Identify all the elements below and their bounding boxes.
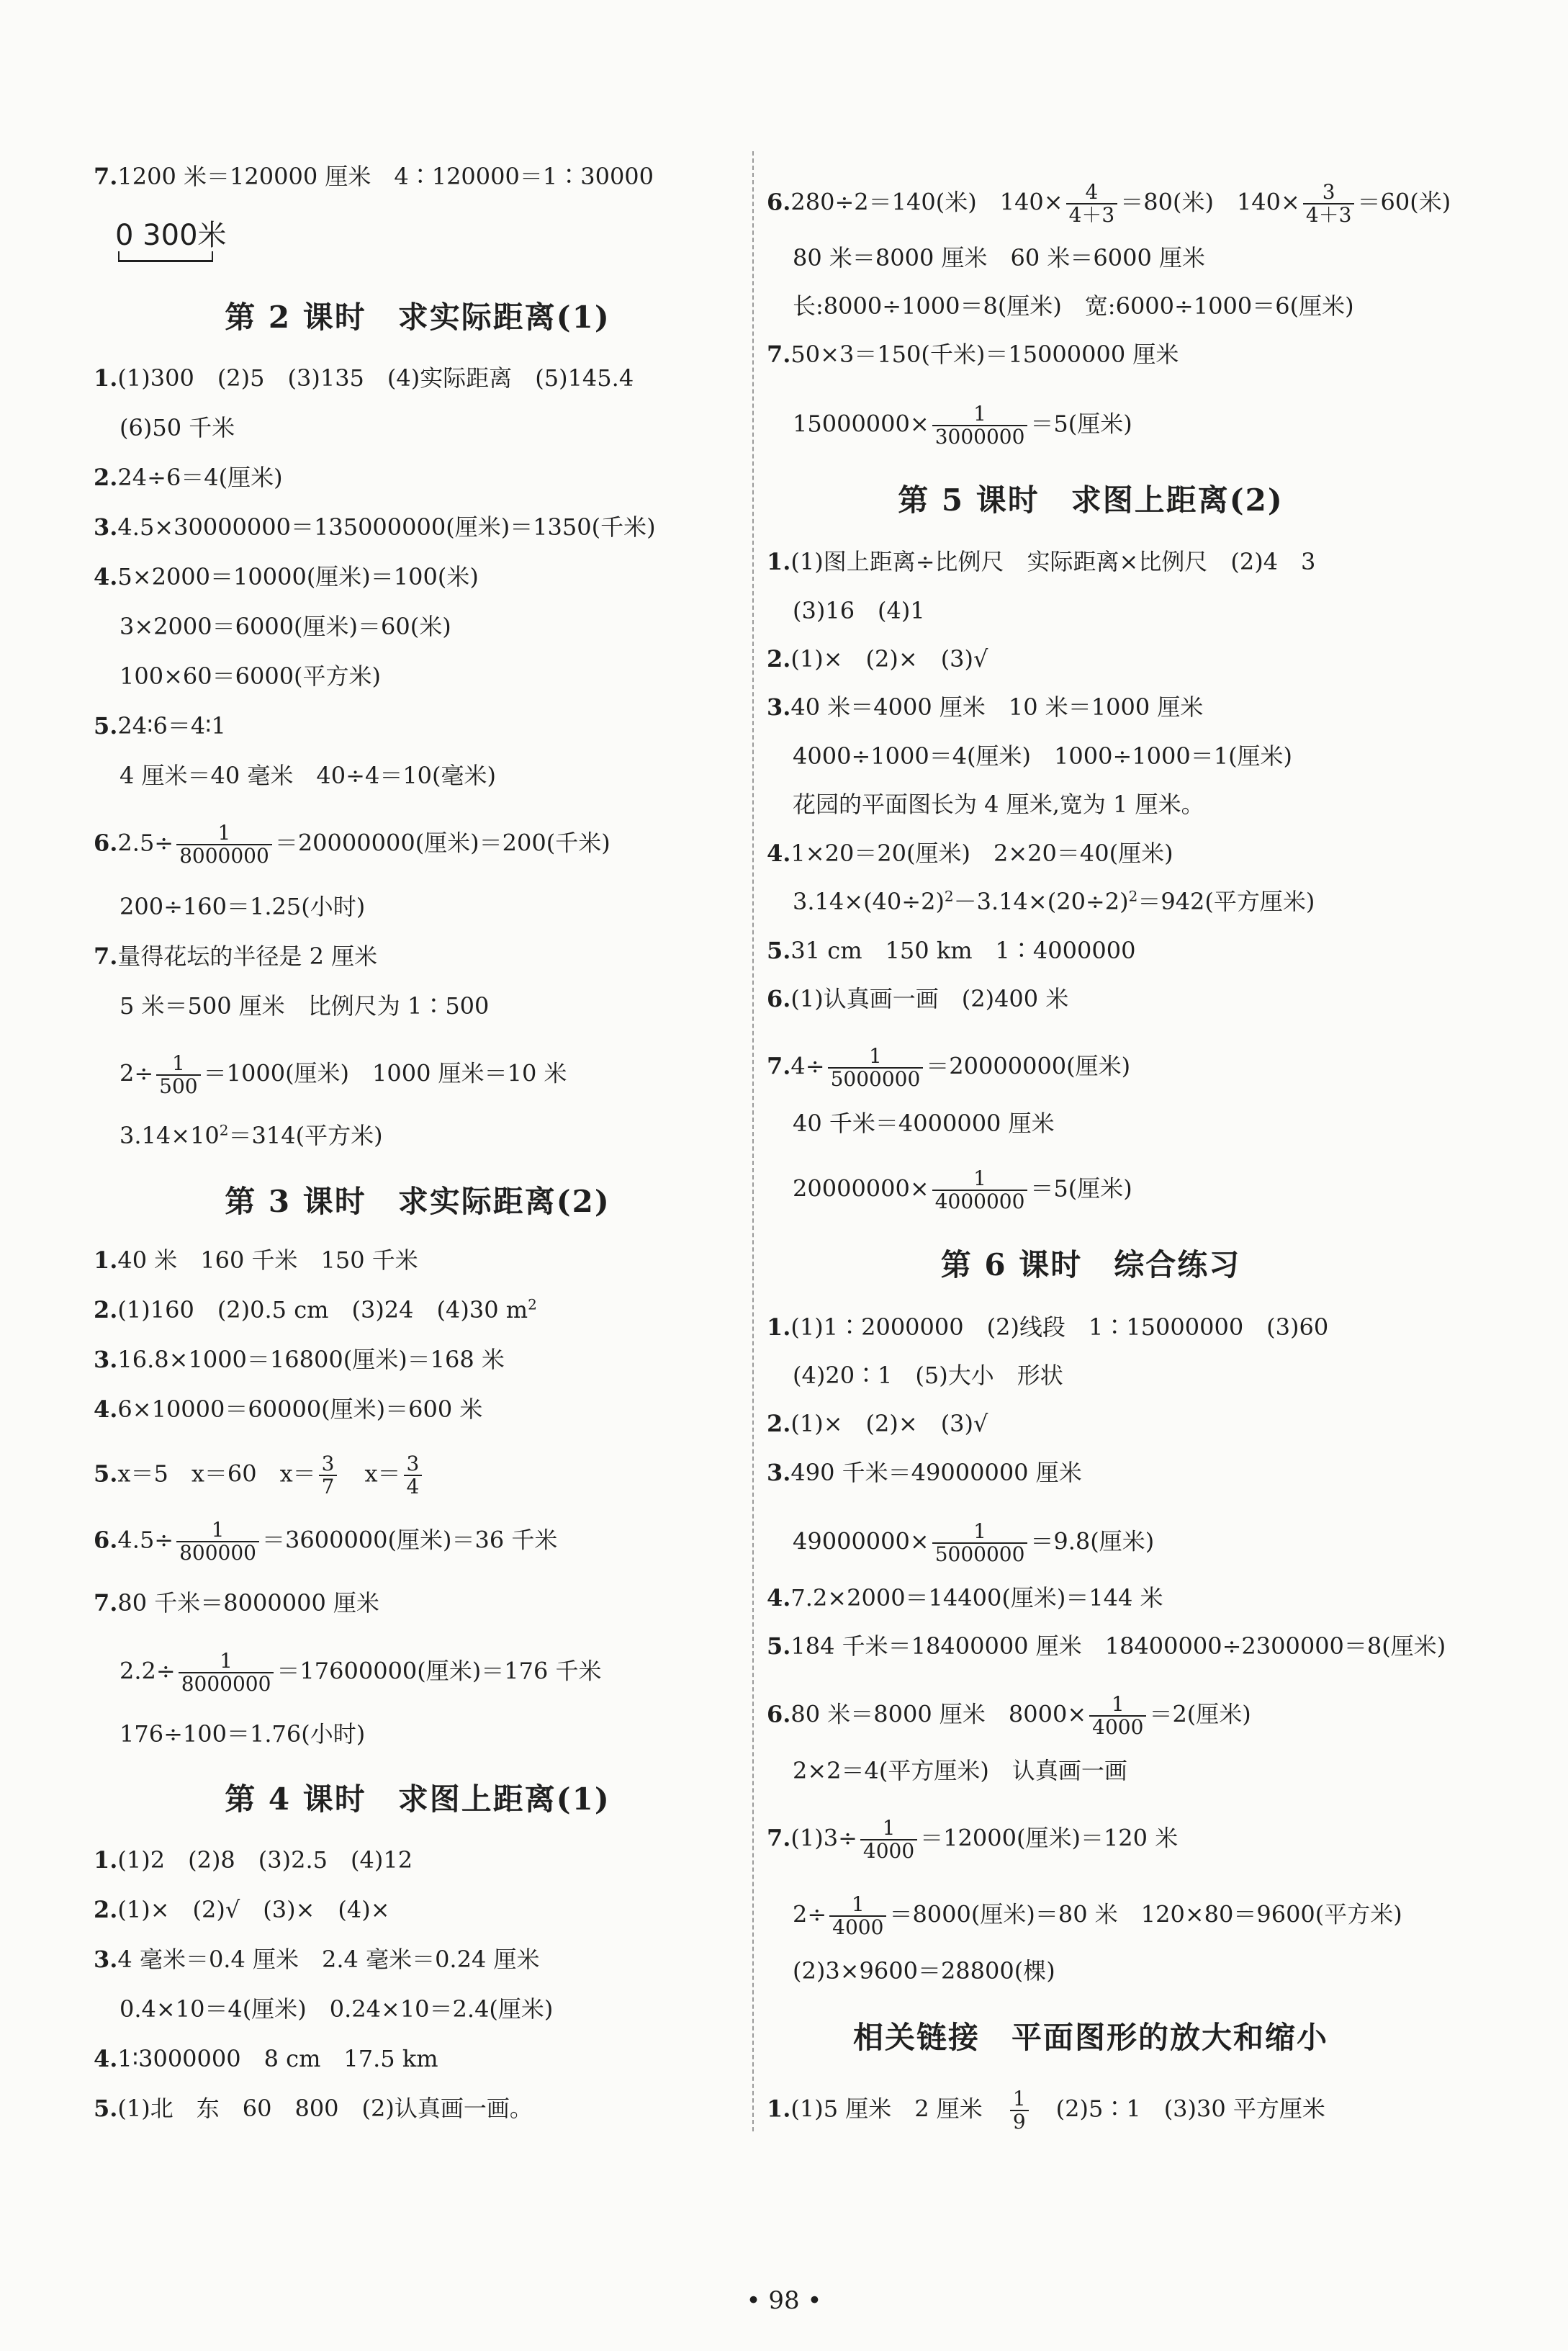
- answer-line: 0.4×10＝4(厘米) 0.24×10＝2.4(厘米): [120, 1995, 554, 2023]
- answer-line: 4000÷1000＝4(厘米) 1000÷1000＝1(厘米): [793, 742, 1293, 770]
- answer-line: 1.(1)300 (2)5 (3)135 (4)实际距离 (5)145.4: [94, 364, 634, 392]
- answer-line: 6.2.5÷ $\frac{1}{8000000}$ ＝20000000(厘米)＝200(千米): [94, 821, 610, 868]
- answer-line: 4.1∶3000000 8 cm 17.5 km: [94, 2045, 438, 2072]
- answer-line: 5.24∶6＝4∶1: [94, 712, 226, 740]
- fraction: $\frac{3}{7}$: [319, 1453, 338, 1498]
- answer-line: 2.2÷ $\frac{1}{8000000}$ ＝17600000(厘米)＝176 千米: [120, 1649, 602, 1696]
- answer-line: 7.80 千米＝8000000 厘米: [94, 1589, 379, 1617]
- answer-line: 5.(1)北 东 60 800 (2)认真画一画。: [94, 2095, 533, 2122]
- section-title: 第 4 课时 求图上距离(1): [225, 1781, 610, 1817]
- answer-line: 4.5×2000＝10000(厘米)＝100(米): [94, 563, 479, 590]
- section-title: 第 3 课时 求实际距离(2): [225, 1184, 610, 1219]
- fraction: $\frac{3}{4}$: [404, 1453, 423, 1498]
- scale-bar: [115, 212, 227, 253]
- answer-line: 49000000× $\frac{1}{5000000}$ ＝9.8(厘米): [793, 1519, 1155, 1566]
- answer-line: 15000000× $\frac{1}{3000000}$ ＝5(厘米): [793, 402, 1132, 449]
- answer-line: 3.40 米＝4000 厘米 10 米＝1000 厘米: [767, 693, 1204, 721]
- answer-line: 3×2000＝6000(厘米)＝60(米): [120, 613, 451, 640]
- fraction: $\frac{1}{8000000}$: [179, 1650, 274, 1695]
- answer-line: 长:8000÷1000＝8(厘米) 宽:6000÷1000＝6(厘米): [793, 292, 1354, 320]
- page-number: • 98 •: [746, 2286, 822, 2315]
- fraction: $\frac{1}{5000000}$: [932, 1521, 1028, 1565]
- answer-line: 2.(1)160 (2)0.5 cm (3)24 (4)30 $m^2$: [94, 1295, 537, 1323]
- fraction: $\frac{1}{5000000}$: [828, 1046, 924, 1090]
- answer-line: 2×2＝4(平方厘米) 认真画一画: [793, 1757, 1127, 1784]
- fraction: $\frac{1}{4000}$: [1089, 1694, 1146, 1738]
- answer-line: 80 米＝8000 厘米 60 米＝6000 厘米: [793, 244, 1206, 271]
- answer-line: 1.(1)1∶2000000 (2)线段 1∶15000000 (3)60: [767, 1313, 1329, 1341]
- fraction: $\frac{1}{800000}$: [176, 1519, 259, 1564]
- answer-line: 2÷ $\frac{1}{500}$ ＝1000(厘米) 1000 厘米＝10 米: [120, 1051, 567, 1098]
- answer-line: 6.280÷2＝140(米) 140× $\frac{4}{4+3}$ ＝80(米) 140× $\frac{3}{4+3}$ ＝60(米): [767, 180, 1451, 227]
- answer-line: 3.16.8×1000＝16800(厘米)＝168 米: [94, 1346, 505, 1373]
- answer-line: 7.50×3＝150(千米)＝15000000 厘米: [767, 341, 1179, 368]
- answer-line: 6.80 米＝8000 厘米 8000× $\frac{1}{4000}$ ＝2(厘米): [767, 1692, 1251, 1739]
- answer-line: 5.x＝5 x＝60 x＝ $\frac{3}{7}$ x＝ $\frac{3}{4}$: [94, 1453, 425, 1498]
- answer-line: 1.(1)5 厘米 2 厘米 $\frac{1}{9}$ (2)5∶1 (3)30 平方厘米: [767, 2087, 1325, 2134]
- answer-line: $3.14\times(40\div 2)^2-3.14\times(20\div 2)^2=942$(平方厘米): [793, 887, 1315, 915]
- answer-line: (4)20∶1 (5)大小 形状: [793, 1362, 1063, 1389]
- answer-line: 176÷100＝1.76(小时): [120, 1720, 366, 1748]
- fraction: $\frac{3}{4+3}$: [1303, 181, 1355, 226]
- answer-line: 100×60＝6000(平方米): [120, 662, 382, 690]
- section-title: 第 6 课时 综合练习: [940, 1247, 1241, 1282]
- answer-line: 5.184 千米＝18400000 厘米 18400000÷2300000＝8(厘米): [767, 1632, 1446, 1660]
- section-title: 第 2 课时 求实际距离(1): [225, 300, 610, 335]
- column-divider: [752, 151, 754, 2131]
- section-title: 第 5 课时 求图上距离(2): [898, 482, 1284, 518]
- fraction: $\frac{1}{3000000}$: [932, 403, 1028, 448]
- answer-line: 6.4.5÷ $\frac{1}{800000}$ ＝3600000(厘米)＝36 千米: [94, 1518, 558, 1565]
- fraction: $\frac{1}{4000}$: [860, 1817, 917, 1862]
- scale-line: [118, 251, 213, 262]
- scale-label: 0 300米: [115, 219, 227, 252]
- fraction: $\frac{1}{4000000}$: [932, 1168, 1028, 1213]
- answer-line: 4 厘米＝40 毫米 40÷4＝10(毫米): [120, 762, 497, 789]
- answer-line: 5 米＝500 厘米 比例尺为 1∶500: [120, 992, 490, 1020]
- fraction: $\frac{1}{8000000}$: [176, 822, 272, 867]
- answer-line: 4.1×20＝20(厘米) 2×20＝40(厘米): [767, 840, 1173, 867]
- fraction: $\frac{4}{4+3}$: [1066, 181, 1118, 226]
- answer-line: 7.1200 米＝120000 厘米 4∶120000＝1∶30000: [94, 163, 654, 190]
- answer-line: 1.40 米 160 千米 150 千米: [94, 1246, 418, 1274]
- answer-line: 花园的平面图长为 4 厘米,宽为 1 厘米。: [793, 791, 1204, 818]
- answer-line: 2.(1)× (2)× (3)√: [767, 645, 988, 673]
- answer-line: 3.4.5×30000000＝135000000(厘米)＝1350(千米): [94, 513, 656, 541]
- answer-line: 5.31 cm 150 km 1∶4000000: [767, 937, 1136, 964]
- answer-line: (3)16 (4)1: [793, 597, 925, 624]
- answer-line: 3.490 千米＝49000000 厘米: [767, 1459, 1082, 1486]
- answer-line: 7.量得花坛的半径是 2 厘米: [94, 943, 378, 970]
- fraction: $\frac{1}{9}$: [1010, 2088, 1029, 2133]
- answer-line: 20000000× $\frac{1}{4000000}$ ＝5(厘米): [793, 1166, 1132, 1213]
- answer-line: 3.4 毫米＝0.4 厘米 2.4 毫米＝0.24 厘米: [94, 1946, 540, 1973]
- answer-line: 4.7.2×2000＝14400(厘米)＝144 米: [767, 1584, 1163, 1611]
- answer-line: 2.24÷6＝4(厘米): [94, 464, 283, 491]
- answer-line: $3.14\times 10^2=314$(平方米): [120, 1121, 383, 1149]
- fraction: $\frac{1}{500}$: [156, 1053, 200, 1097]
- answer-line: 40 千米＝4000000 厘米: [793, 1110, 1055, 1137]
- answer-line: 4.6×10000＝60000(厘米)＝600 米: [94, 1395, 483, 1423]
- answer-line: (2)3×9600＝28800(棵): [793, 1957, 1055, 1984]
- answer-line: 200÷160＝1.25(小时): [120, 893, 366, 920]
- answer-line: (6)50 千米: [120, 414, 235, 441]
- section-title: 相关链接 平面图形的放大和缩小: [852, 2020, 1328, 2055]
- answer-line: 2.(1)× (2)√ (3)× (4)×: [94, 1896, 390, 1923]
- answer-line: 1.(1)图上距离÷比例尺 实际距离×比例尺 (2)4 3: [767, 548, 1316, 575]
- answer-line: 2÷ $\frac{1}{4000}$ ＝8000(厘米)＝80 米 120×80＝9600(平方米): [793, 1892, 1402, 1939]
- answer-line: 7.4÷ $\frac{1}{5000000}$ ＝20000000(厘米): [767, 1044, 1131, 1091]
- answer-line: 1.(1)2 (2)8 (3)2.5 (4)12: [94, 1846, 413, 1874]
- answer-line: 7.(1)3÷ $\frac{1}{4000}$ ＝12000(厘米)＝120 米: [767, 1816, 1179, 1863]
- fraction: $\frac{1}{4000}$: [829, 1894, 886, 1938]
- answer-line: 2.(1)× (2)× (3)√: [767, 1410, 988, 1437]
- answer-line: 6.(1)认真画一画 (2)400 米: [767, 985, 1069, 1012]
